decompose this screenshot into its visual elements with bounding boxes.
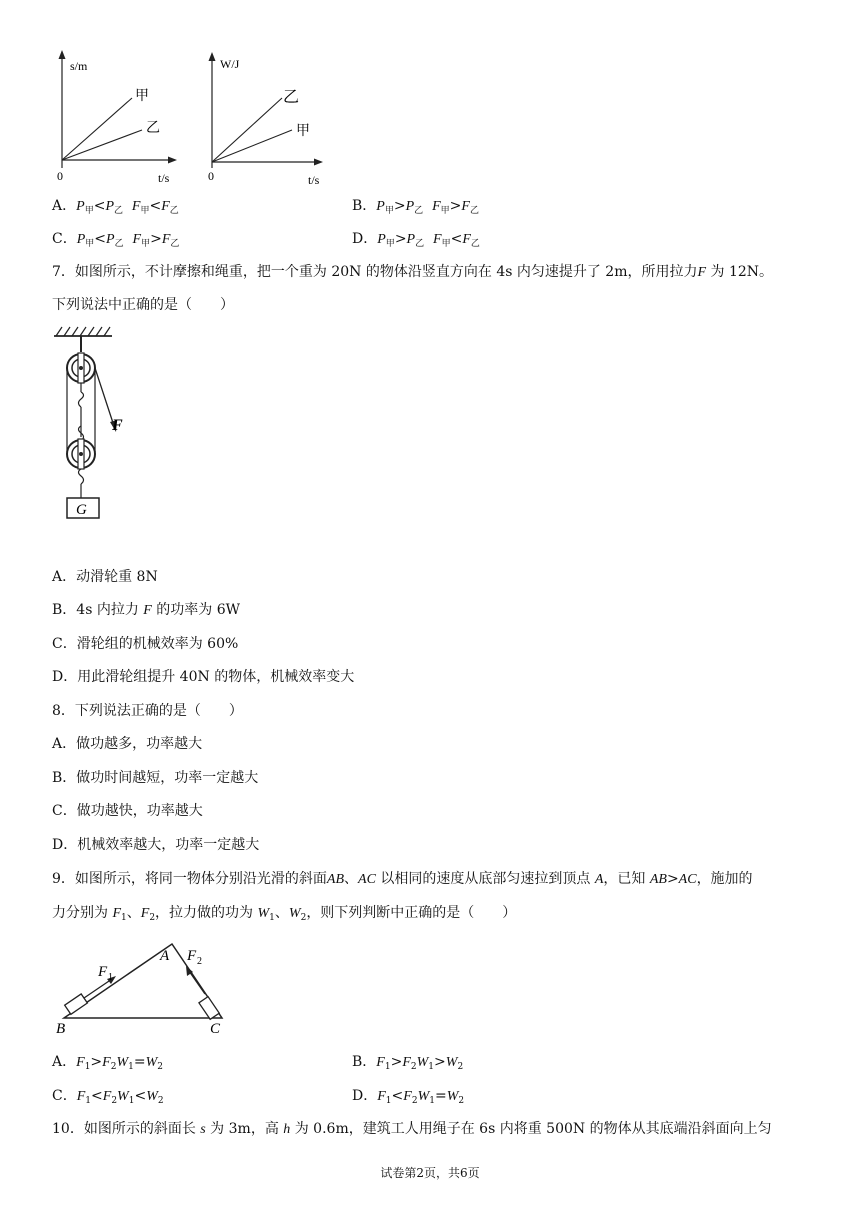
x-label: t/s [308, 173, 320, 187]
q7-option-c[interactable]: C．滑轮组的机械效率为 60% [52, 636, 239, 652]
svg-text:2: 2 [197, 956, 202, 967]
incline-figure [52, 940, 232, 1036]
vertex-b: B [56, 1021, 66, 1036]
vertex-a: A [160, 948, 170, 964]
svg-text:F: F [98, 964, 108, 980]
graph-w-t [190, 48, 340, 188]
origin: 0 [208, 169, 214, 183]
x-label: t/s [158, 171, 170, 185]
svg-text:F: F [187, 948, 197, 964]
q6-option-c[interactable]: C．$P_甲<P_乙$ $F_甲>F_乙$ [52, 231, 180, 249]
y-axis-arrow [59, 50, 66, 59]
y-axis-arrow [209, 52, 216, 61]
q8-option-d[interactable]: D．机械效率越大，功率一定越大 [52, 837, 260, 853]
label-jia: 甲 [135, 89, 149, 104]
line-yi [62, 130, 142, 160]
q8-option-b[interactable]: B．做功时间越短，功率一定越大 [52, 770, 259, 786]
graph-s-t [40, 48, 190, 188]
q9-option-a[interactable]: A．$F_1>F_2W_1=W_2$ [52, 1054, 163, 1072]
q7-option-a[interactable]: A．动滑轮重 8N [52, 569, 158, 585]
q7-option-d[interactable]: D．用此滑轮组提升 40N 的物体，机械效率变大 [52, 669, 355, 685]
q6-option-d[interactable]: D．$P_甲>P_乙$ $F_甲<F_乙$ [352, 231, 480, 249]
q9-option-b[interactable]: B．$F_1>F_2W_1>W_2$ [352, 1054, 464, 1072]
q7-stem-line2: 下列说法中正确的是（ ） [52, 297, 234, 313]
q7-option-b[interactable]: B．4s 内拉力 F 的功率为 6W [52, 602, 241, 618]
x-axis-arrow [168, 157, 177, 164]
y-label: s/m [70, 59, 88, 73]
q9-option-d[interactable]: D．$F_1<F_2W_1=W_2$ [352, 1088, 465, 1106]
q8-option-c[interactable]: C．做功越快，功率越大 [52, 803, 203, 819]
svg-text:1: 1 [108, 972, 113, 983]
q8-stem: 8．下列说法正确的是（ ） [52, 703, 243, 719]
q6-option-a[interactable]: A．$P_甲<P_乙$ $F_甲<F_乙$ [52, 198, 179, 216]
q9-stem-line1: 9．如图所示，将同一物体分别沿光滑的斜面AB、AC 以相同的速度从底部匀速拉到顶点 A，已知 AB>AC，施加的 [52, 871, 753, 887]
weight-label-g: G [76, 502, 87, 518]
q7-stem-line1: 7．如图所示，不计摩擦和绳重，把一个重为 20N 的物体沿竖直方向在 4s 内匀速提升了 2m，所用拉力F 为 12N。 [52, 264, 774, 280]
line-yi [212, 98, 282, 162]
q10-stem-line1: 10．如图所示的斜面长 s 为 3m，高 h 为 0.6m，建筑工人用绳子在 6s 内将重 500N 的物体从其底端沿斜面向上匀 [52, 1121, 772, 1137]
page-footer: 试卷第2页，共6页 [380, 1166, 480, 1180]
label-yi: 乙 [283, 89, 300, 106]
line-jia [62, 98, 132, 160]
vertex-c: C [210, 1021, 221, 1036]
q6-option-b[interactable]: B．$P_甲>P_乙$ $F_甲>F_乙$ [352, 198, 479, 216]
force-label-f: F [112, 417, 123, 434]
line-jia [212, 130, 292, 162]
y-label: W/J [220, 57, 240, 71]
origin: 0 [57, 169, 63, 183]
label-yi: 乙 [146, 121, 160, 136]
pulley-figure [50, 322, 140, 522]
label-jia: 甲 [296, 124, 310, 139]
x-axis-arrow [314, 159, 323, 166]
q9-option-c[interactable]: C．$F_1<F_2W_1<W_2$ [52, 1088, 164, 1106]
q8-option-a[interactable]: A．做功越多，功率越大 [52, 736, 203, 752]
q9-stem-line2: 力分别为 $F_1$、$F_2$，拉力做的功为 $W_1$、$W_2$，则下列判断中正确的是（ ） [52, 905, 517, 923]
